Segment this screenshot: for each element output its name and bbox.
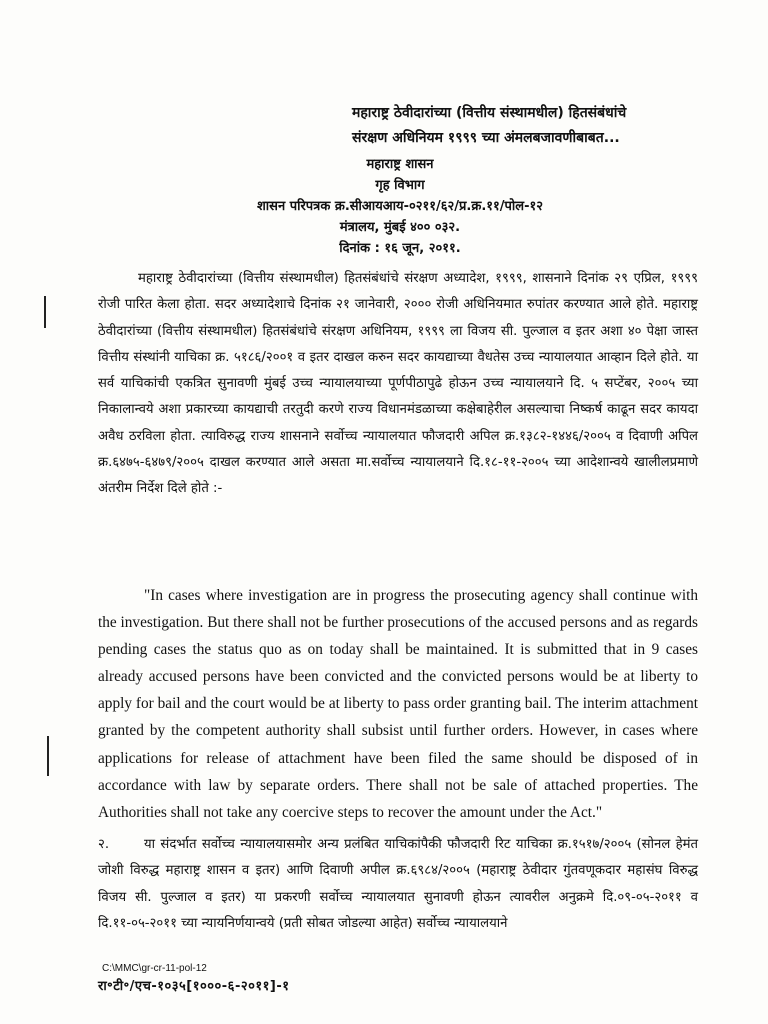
department-name: गृह विभाग — [375, 178, 425, 193]
circular-date: दिनांक : १६ जून, २०११. — [339, 241, 461, 256]
subject-line-2: संरक्षण अधिनियम १९९९ च्या अंमलबजावणीबाबत... — [352, 130, 620, 146]
office-address: मंत्रालय, मुंबई ४०० ०३२. — [339, 220, 461, 235]
court-quote — [98, 582, 698, 826]
print-code: रा॰टी॰/एच-१०३५[१०००-६-२०११]-१ — [98, 979, 290, 994]
paragraph-2 — [98, 832, 698, 937]
file-path: C:\MMC\gr-cr-11-pol-12 — [102, 963, 207, 974]
margin-mark — [47, 736, 49, 776]
government-name: महाराष्ट्र शासन — [366, 157, 434, 172]
circular-number: शासन परिपत्रक क्र.सीआयआय-०२११/६२/प्र.क्र.११/पोल-१२ — [256, 199, 544, 214]
paragraph-2-text: या संदर्भात सर्वोच्च न्यायालयासमोर अन्य प्रलंबित याचिकांपैकी फौजदारी रिट याचिका क्र.१५१७/२००५ (सोनल हेमंत जोशी विरुद्ध महाराष्ट्र शासन व इतर) आणि दिवाणी अपील क्र.६९८४/२००५ (महाराष्ट्र ठेवीदार गुंतवणूकदार महासंघ विरुद्ध विजय सी. पुल्जाल व इतर) या प्रकरणी सर्वोच्च न्यायालयात सुनावणी होऊन त्यावरील अनुक्रमे दि.०९-०५-२०११ व दि.११-०५-२०११ च्या न्यायनिर्णयान्वये (प्रती सोबत जोडल्या आहेत) सर्वोच्च न्यायालयाने — [98, 837, 698, 931]
letter-header — [200, 154, 600, 259]
paragraph-1 — [98, 266, 698, 503]
margin-mark — [44, 296, 46, 328]
court-quote-text: "In cases where investigation are in progress the prosecuting agency shall continue with the investigation. But there shall not be further prosecutions of the accused persons and as regards pending cases the status quo as on today shall be maintained. It is submitted that in 9 cases already accused persons have been convicted and the convicted persons would be at liberty to apply for bail and the court would be at liberty to pass order granting bail. The interim attachment granted by the competent authority shall subsist until further orders. However, in cases where applications for release of attachment have been filed the same should be disposed of in accordance with law by separate orders. There shall not be sale of attached properties. The Authorities shall not take any coercive steps to recover the amount under the Act." — [98, 587, 698, 821]
paragraph-2-number: २. — [98, 837, 110, 852]
subject-line-1: महाराष्ट्र ठेवीदारांच्या (वित्तीय संस्थामधील) हितसंबंधांचे — [352, 105, 627, 121]
subject-block — [352, 101, 682, 151]
paragraph-1-text: महाराष्ट्र ठेवीदारांच्या (वित्तीय संस्थामधील) हितसंबंधांचे संरक्षण अध्यादेश, १९९९, शासनाने दिनांक २९ एप्रिल, १९९९ रोजी पारित केला होता. सदर अध्यादेशाचे दिनांक २१ जानेवारी, २००० रोजी अधिनियमात रुपांतर करण्यात आले होते. महाराष्ट्र ठेवीदारांच्या (वित्तीय संस्थामधील) हितसंबंधांचे संरक्षण अधिनियम, १९९९ ला विजय सी. पुल्जाल व इतर अशा ४० पेक्षा जास्त वित्तीय संस्थांनी याचिका क्र. ५१८६/२००१ व इतर दाखल करुन सदर कायद्याच्या वैधतेस उच्च न्यायालयात आव्हान दिले होते. या सर्व याचिकांची एकत्रित सुनावणी मुंबई उच्च न्यायालयाच्या पूर्णपीठापुढे होऊन उच्च न्यायालयाने दि. ५ सप्टेंबर, २००५ च्या निकालान्वये अशा प्रकारच्या कायद्याची तरतुदी करणे राज्य विधानमंडळाच्या कक्षेबाहेरील असल्याचा निष्कर्ष काढून सदर कायदा अवैध ठरविला होता. त्याविरुद्ध राज्य शासनाने सर्वोच्च न्यायालयात फौजदारी अपिल क्र.१३८२-१४४६/२००५ व दिवाणी अपिल क्र.६४७५-६४७९/२००५ दाखल करण्यात आले असता मा.सर्वोच्च न्यायालयाने दि.१८-११-२००५ च्या आदेशान्वये खालीलप्रमाणे अंतरीम निर्देश दिले होते :- — [98, 271, 698, 497]
